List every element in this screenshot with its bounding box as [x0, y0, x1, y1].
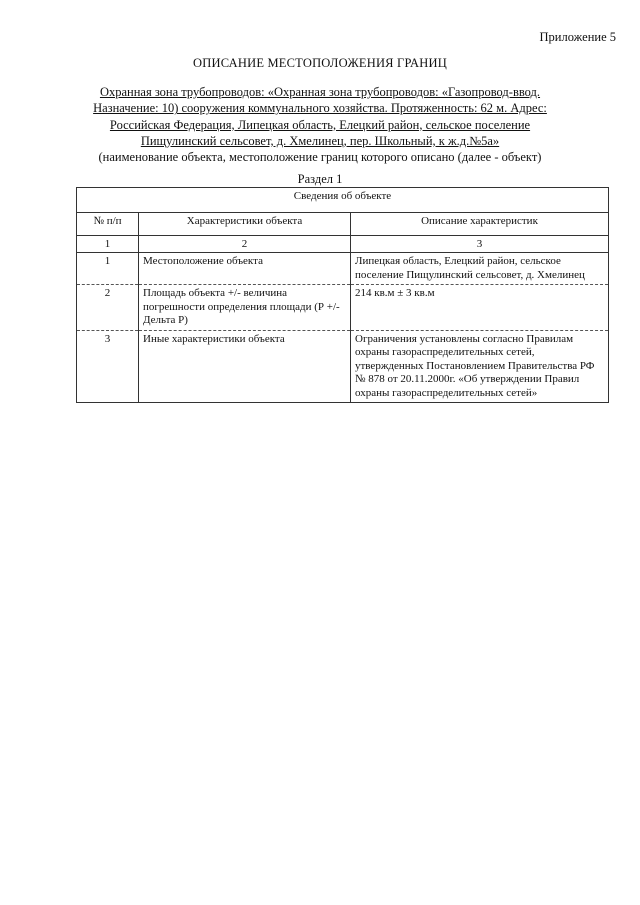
table-header-row [77, 213, 609, 236]
object-caption: (наименование объекта, местоположение границ которого описано (далее - объект) [98, 150, 542, 165]
object-block [80, 84, 560, 165]
appendix-label: Приложение 5 [539, 30, 616, 44]
column-header-number: № п/п [77, 213, 139, 236]
document-title: ОПИСАНИЕ МЕСТОПОЛОЖЕНИЯ ГРАНИЦ [193, 56, 447, 70]
row-characteristic: Местоположение объекта [139, 253, 351, 285]
table-caption-row [77, 188, 609, 213]
row-description: Липецкая область, Елецкий район, сельское поселение Пищулинский сельсовет, д. Хмелинец [351, 253, 609, 285]
table-row [77, 253, 609, 285]
column-number-2: 2 [139, 236, 351, 253]
table-row [77, 330, 609, 403]
object-info-table [76, 187, 609, 403]
table-caption: Сведения об объекте [77, 188, 609, 213]
column-number-1: 1 [77, 236, 139, 253]
column-header-description: Описание характеристик [351, 213, 609, 236]
row-number: 1 [77, 253, 139, 285]
row-characteristic: Площадь объекта +/- величина погрешности определения площади (Р +/- Дельта Р) [139, 285, 351, 331]
row-description: 214 кв.м ± 3 кв.м [351, 285, 609, 331]
row-number: 3 [77, 330, 139, 403]
column-numbers-row [77, 236, 609, 253]
column-number-3: 3 [351, 236, 609, 253]
table-row [77, 285, 609, 331]
row-description: Ограничения установлены согласно Правилам охраны газораспределительных сетей, утвержденных Постановлением Правительства РФ № 878 от 20.11.2000г. «Об утверждении Правил охраны газораспределительных сетей» [351, 330, 609, 403]
row-number: 2 [77, 285, 139, 331]
row-characteristic: Иные характеристики объекта [139, 330, 351, 403]
column-header-characteristic: Характеристики объекта [139, 213, 351, 236]
object-description: Охранная зона трубопроводов: «Охранная зона трубопроводов: «Газопровод-ввод. Назначение: 10) сооружения коммунального хозяйства. Протяженность: 62 м. Адрес: Российская Федерация, Липецкая область, Елецкий район, сельское поселение Пищулинский сельсовет, д. Хмелинец, пер. Школьный, к ж.д.№5а» [93, 85, 547, 148]
section-title: Раздел 1 [297, 172, 343, 186]
